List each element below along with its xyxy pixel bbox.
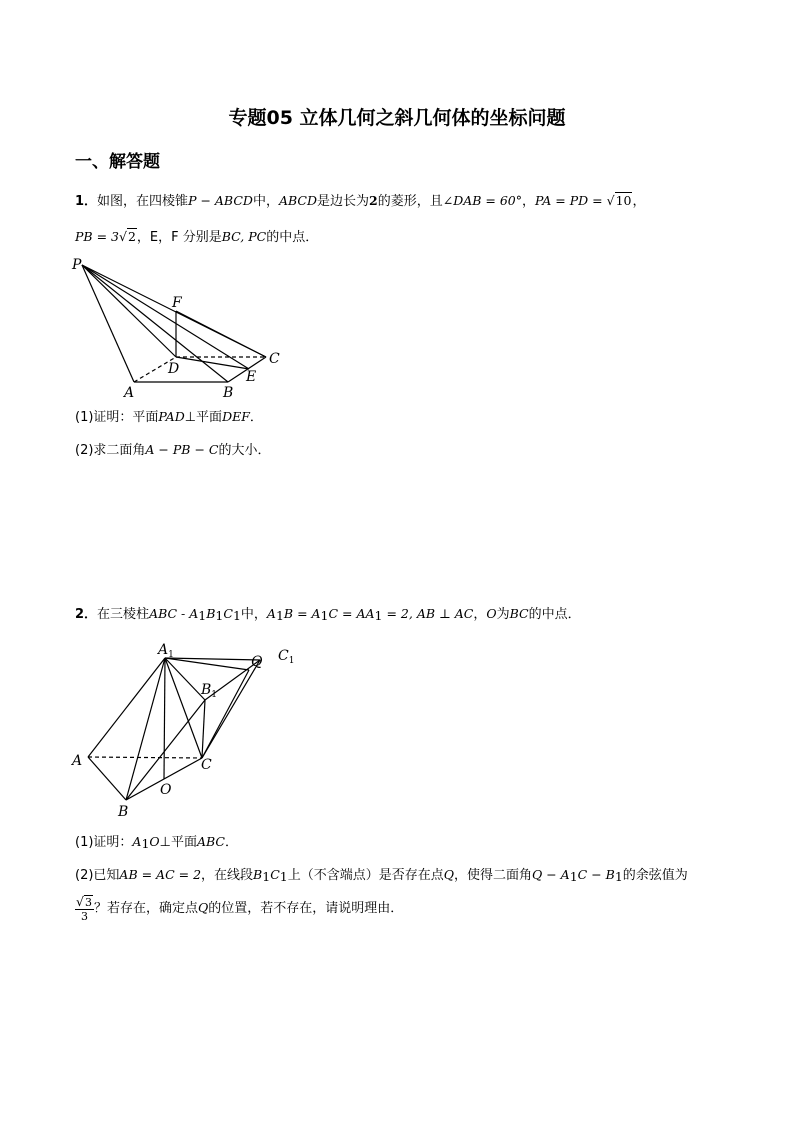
q1-math: PAD [158,409,185,424]
q2-text: 的位置，若不存在，请说明理由． [208,901,404,916]
q1-math: ∠DAB = 60° [442,193,523,208]
page-title: 专题05 立体几何之斜几何体的坐标问题 [228,107,566,129]
point-label-B: B [118,804,129,820]
subscript: 1 [215,608,224,623]
q2-part2-line2 [75,893,403,924]
q2-text: 中， [240,607,267,622]
q2-number: 2． [75,607,98,622]
q1-text: 如图，在四棱锥 [97,194,189,209]
q1-part2-label: (2)求二面角 [75,443,146,458]
q2-math: A [266,606,276,621]
q1-part1 [75,408,263,427]
q1-text: ，E，F 分别是 [136,230,222,245]
point-label-E: E [246,369,257,385]
q2-text: 为 [496,607,510,622]
q1-math: DEF [222,409,250,424]
q2-prism-figure [68,638,308,820]
point-label-A: A [124,385,135,401]
q1-math: BC, PC [221,229,267,244]
q2-math: Q [443,867,454,882]
q2-part2-line1 [75,866,688,886]
q2-math: = 2, AB ⊥ AC [382,606,474,621]
q2-math: B [206,606,216,621]
q1-stem-line2 [75,228,318,247]
subscript: 1 [374,608,383,623]
point-label-C1: $C_1$ [278,648,295,666]
q1-math: PB = 3 [75,229,119,244]
q2-math: C − B [577,867,615,882]
point-label-P: P [72,257,82,273]
q2-text: ？若存在，确定点 [93,901,198,916]
q1-math: 2 [369,193,378,208]
sqrt-symbol: √ [118,229,127,244]
q1-math: ABCD [278,193,317,208]
q1-math: 10 [615,193,632,208]
q2-math: ABC - A [149,606,199,621]
q1-text: 的菱形，且 [377,194,443,209]
subscript: 1 [262,869,271,884]
fraction-numerator [75,895,94,910]
q2-stem [75,605,581,625]
q2-math: O [486,606,497,621]
q2-text: ． [225,835,239,850]
q2-math: C = AA [328,606,375,621]
q2-text: ，使得二面角 [453,868,532,883]
point-label-Q: Q [251,654,263,670]
q2-part2-label: (2)已知 [75,868,120,883]
sqrt-symbol: √ [76,893,84,909]
fraction [75,895,94,923]
subscript: 1 [275,608,284,623]
q1-text: 的大小． [218,443,271,458]
q2-text: 的中点． [528,607,581,622]
q2-math: C [223,606,233,621]
q1-math: A − PB − C [145,442,219,457]
q1-text: ． [249,410,263,425]
q1-part2 [75,441,270,460]
q1-part1-label: (1)证明：平面 [75,410,159,425]
point-label-D: D [168,361,180,377]
q1-text: ， [522,194,536,209]
q1-text: 的中点． [266,230,319,245]
q1-stem-line1 [75,192,646,211]
point-label-A: A [72,753,83,769]
q2-text: ⊥平面 [159,835,197,850]
subscript: 1 [569,869,578,884]
q1-math: PA = PD = [535,193,607,208]
subscript: 1 [198,608,207,623]
subscript: 1 [614,869,623,884]
q1-number: 1． [75,194,98,209]
q1-text: 中， [252,194,279,209]
q2-math: C [270,867,280,882]
q2-text: 上（不含端点）是否存在点 [287,868,444,883]
q2-part1 [75,833,238,853]
subscript: 1 [232,608,241,623]
point-label-O: O [160,782,172,798]
q2-math: B = A [283,606,321,621]
q2-math: Q − A [532,867,570,882]
q2-math: 3 [84,895,92,909]
sqrt-symbol: √ [606,193,615,208]
q1-text: ⊥平面 [184,410,223,425]
q2-text: ，在线段 [201,868,254,883]
q2-part1-label: (1)证明： [75,835,133,850]
q1-math: 2 [127,229,136,244]
q2-text: ， [473,607,487,622]
point-label-C: C [201,757,212,773]
fraction-denominator: 3 [80,909,88,923]
subscript: 1 [141,836,150,851]
subscript: 1 [320,608,329,623]
point-label-A1: $A_1$ [158,642,174,660]
q1-math: P − ABCD [188,193,253,208]
point-label-C: C [269,351,280,367]
point-label-F: F [172,295,182,311]
q1-pyramid-figure [68,255,298,403]
point-label-B: B [223,385,234,401]
section-heading: 一、解答题 [75,152,160,172]
q1-text: 是边长为 [316,194,369,209]
q2-math: B [253,867,263,882]
q2-math: Q [197,900,209,915]
q2-math: BC [509,606,529,621]
q1-text: ， [632,194,646,209]
q2-text: 在三棱柱 [97,607,150,622]
q2-math: A [132,834,142,849]
q2-math: ABC [196,834,225,849]
point-label-B1: $B_1$ [201,682,218,700]
q2-text: 的余弦值为 [622,868,688,883]
q2-math: AB = AC = 2 [119,867,202,882]
q2-math: O [149,834,160,849]
subscript: 1 [279,869,288,884]
